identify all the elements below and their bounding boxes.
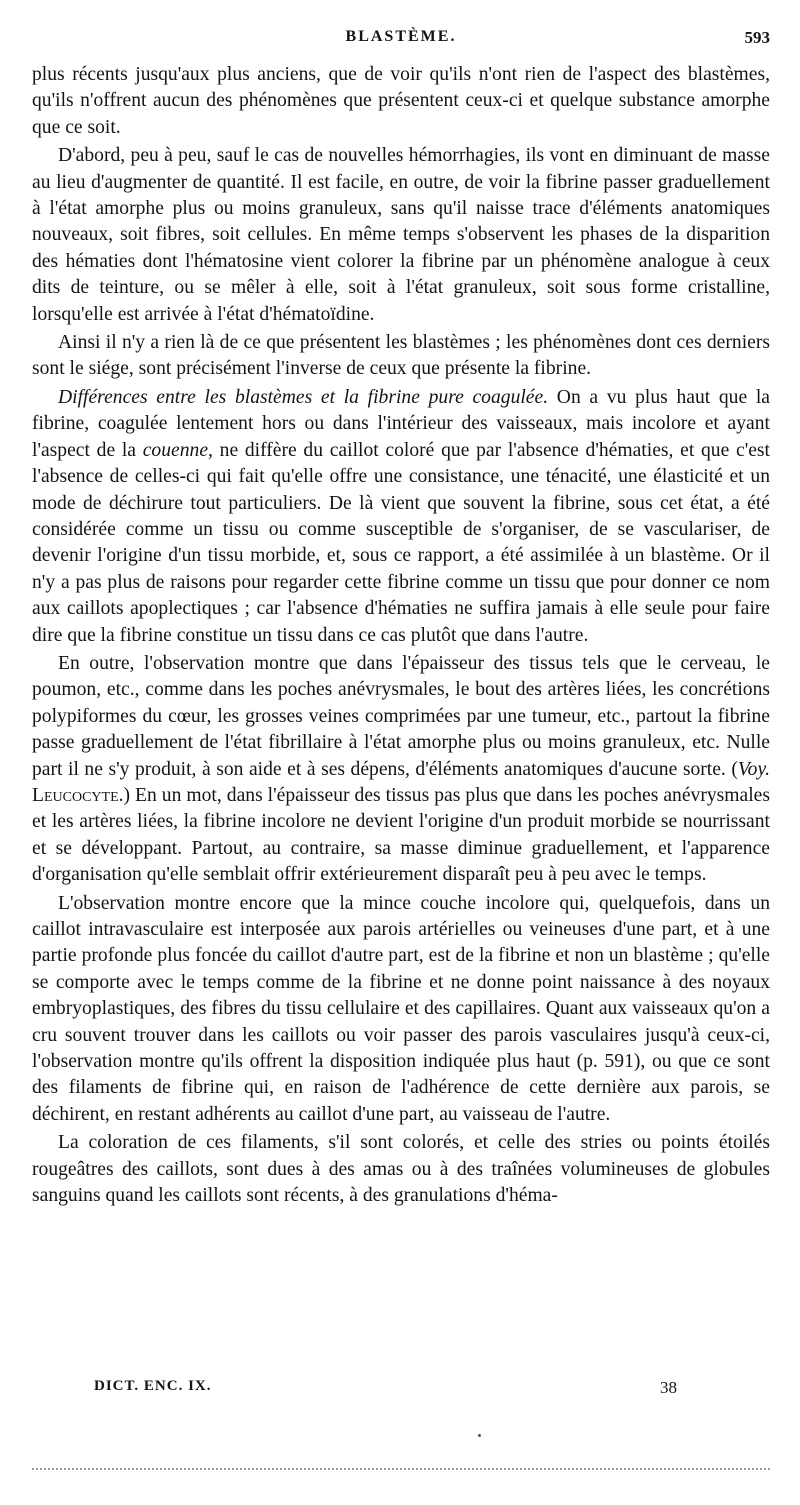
- italic-text-run: Voy.: [737, 758, 770, 780]
- document-page: [32, 0, 770, 1505]
- text-run: plus récents jusqu'aux plus anciens, que de voir qu'ils n'ont rien de l'aspect des blastèmes, qu'ils n'offrent aucun des phénomènes que présentent ceux-ci et quelque substance amorphe que ce soit.: [32, 64, 770, 138]
- smallcaps-text-run: Leucocyte.: [32, 784, 124, 806]
- body-text: [32, 62, 770, 1211]
- paragraph: [32, 62, 770, 141]
- printer-signature: DICT. ENC. IX.: [94, 1378, 212, 1394]
- text-run: Ainsi il n'y a rien là de ce que présentent les blastèmes ; les phénomènes dont ces derniers sont le siége, sont précisément l'inverse de ceux que présente la fibrine.: [32, 332, 770, 380]
- text-run: D'abord, peu à peu, sauf le cas de nouvelles hémorrhagies, ils vont en diminuant de masse au lieu d'augmenter de quantité. Il est facile, en outre, de voir la fibrine passer graduellement à l'état amorphe plus ou moins granuleux, sans qu'il naisse trace d'éléments anatomiques nouveaux, soit fibres, soit cellules. En même temps s'observent les phases de la disparition des hématies dont l'hématosine vient colorer la fibrine par un phénomène analogue à ceux dits de teinture, ou se mêler à elle, soit à l'état granuleux, soit sous forme cristalline, lorsqu'elle est arrivée à l'état d'hématoïdine.: [32, 145, 770, 325]
- italic-text-run: couenne,: [142, 439, 213, 461]
- sheet-number: 38: [660, 1378, 677, 1397]
- paragraph: [32, 385, 770, 649]
- paragraph: [32, 330, 770, 383]
- running-head: BLASTÈME.: [345, 28, 457, 45]
- paragraph: [32, 143, 770, 328]
- text-run: La coloration de ces filaments, s'il sont colorés, et celle des stries ou points étoilés rougeâtres des caillots, sont dues à des amas ou à des traînées volumineuses de globules sanguins quand les caillots sont récents, à des granulations d'héma-: [32, 1132, 770, 1207]
- page-header: [32, 28, 770, 52]
- text-run: ) En un mot, dans l'épaisseur des tissus pas plus que dans les poches anévrysmales et les artères liées, la fibrine incolore ne devient l'origine d'un produit morbide se nourrissant et se développant. Partout, au contraire, sa masse diminue graduellement, et l'apparence d'organisation qu'elle semblait offrir extérieurement disparaît peu à peu avec le temps.: [32, 784, 770, 886]
- bottom-dotted-rule: [32, 1468, 770, 1470]
- text-run: En outre, l'observation montre que dans l'épaisseur des tissus tels que le cerveau, le poumon, etc., comme dans les poches anévrysmales, le bout des artères liées, les concrétions polypiformes du cœur, les grosses veines comprimées par une tumeur, etc., partout la fibrine passe graduellement de l'état fibrillaire à l'état amorphe plus ou moins granuleux, etc. Nulle part il ne s'y produit, à son aide et à ses dépens, d'éléments anatomiques d'aucune sorte. (: [32, 652, 770, 780]
- paragraph: [32, 1130, 770, 1209]
- page-footer: [32, 1378, 770, 1402]
- paragraph: [32, 651, 770, 889]
- text-run: On a vu plus haut que la fibrine, coagulée lentement hors ou dans l'intérieur des vaisseaux, mais incolore et ayant l'aspect de la: [32, 386, 770, 461]
- text-run: L'observation montre encore que la mince couche incolore qui, quelquefois, dans un caillot intravasculaire est interposée aux parois artérielles ou veineuses d'une part, et à une partie profonde plus foncée du caillot d'autre part, est de la fibrine et non un blastème ; qu'elle se comporte avec le temps comme de la fibrine et ne donne point naissance à des noyaux embryoplastiques, des fibres du tissu cellulaire et des capillaires. Quant aux vaisseaux qu'on a cru souvent trouver dans les caillots ou voir passer des parois vasculaires jusqu'à ceux-ci, l'observation montre qu'ils offrent la disposition indiquée plus haut (p. 591), ou que ce sont des filaments de fibrine qui, en raison de l'adhérence de cette dernière aux parois, se déchirent, en restant adhérents au caillot d'une part, au vaisseau de l'autre.: [32, 892, 770, 1125]
- text-run: ne diffère du caillot coloré que par l'absence d'hématies, et que c'est l'absence de celles-ci qui fait qu'elle offre une consistance, une ténacité, une élasticité et un mode de déchirure tout particuliers. De là vient que souvent la fibrine, sous cet état, a été considérée comme un tissu ou comme susceptible de s'organiser, de se vasculariser, de devenir l'origine d'un tissu morbide, et, sous ce rapport, a été assimilée à un blastème. Or il n'y a pas plus de raisons pour regarder cette fibrine comme un tissu que pour donner ce nom aux caillots apoplectiques ; car l'absence d'hématies ne suffira jamais à elle seule pour faire dire que la fibrine constitue un tissu dans ce cas plutôt que dans l'autre.: [32, 439, 770, 646]
- paragraph: [32, 891, 770, 1129]
- page-number: 593: [744, 28, 770, 47]
- italic-text-run: Différences entre les blastèmes et la fibrine pure coagulée.: [58, 386, 549, 408]
- print-dot-mark: [478, 1434, 481, 1437]
